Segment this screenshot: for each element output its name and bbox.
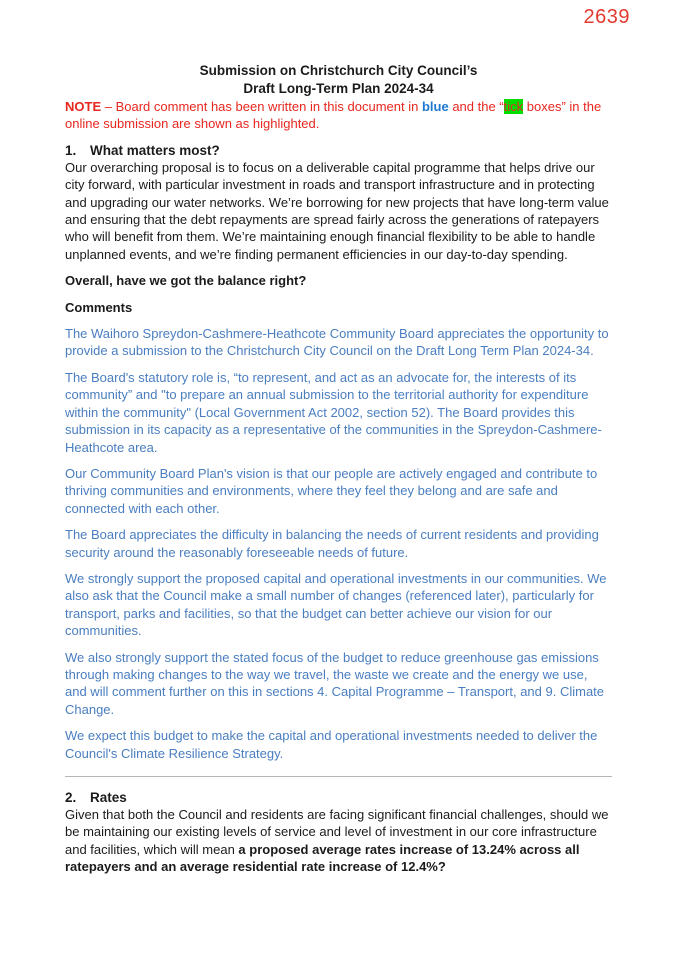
document-title bbox=[65, 62, 612, 98]
page-number: 2639 bbox=[583, 6, 630, 28]
text-segment-red-bold: NOTE bbox=[65, 99, 102, 114]
board-comment-paragraph: The Waihoro Spreydon-Cashmere-Heathcote Community Board appreciates the opportunity to provide a submission to the Christchurch City Council on the Draft Long Term Plan 2024-34. bbox=[65, 326, 609, 359]
text-segment-red-highlight: tick bbox=[503, 99, 524, 114]
section-1-heading bbox=[65, 142, 612, 159]
rates-question-paragraph bbox=[65, 806, 612, 876]
text-segment-blue-bold: blue bbox=[421, 99, 449, 114]
document-content bbox=[65, 0, 612, 885]
section-1-intro-paragraph: Our overarching proposal is to focus on a deliverable capital programme that helps drive our city forward, with particular investment in roads and transport infrastructure and in protecting and upgrading our water networks. We’re borrowing for new projects that have long-term value and ensuring that the debt repayments are spread fairly across the generations of ratepayers who will benefit from them. We’re maintaining enough financial flexibility to be able to handle unplanned events, and we’re finding permanent efficiencies in our day-to-day spending. bbox=[65, 159, 609, 262]
note-paragraph bbox=[65, 98, 612, 133]
document-title-line2: Draft Long-Term Plan 2024-34 bbox=[243, 81, 434, 96]
text-segment-bold: a proposed average rates increase of 13.24% across all ratepayers and an average residential rate increase of 12.4%? bbox=[65, 841, 580, 875]
section-2-heading-label: Rates bbox=[90, 790, 127, 805]
board-comment-paragraph: We expect this budget to make the capital and operational investments needed to deliver the Council's Climate Resilience Strategy. bbox=[65, 728, 598, 761]
document-title-line1: Submission on Christchurch City Council’s bbox=[199, 63, 478, 78]
section-1-heading-label: What matters most? bbox=[90, 142, 220, 158]
board-comment-paragraph: Our Community Board Plan's vision is that our people are actively engaged and contribute to thriving communities and environments, where they feel they belong and are safe and connected with each other. bbox=[65, 465, 598, 516]
comments-label: Comments bbox=[65, 299, 133, 315]
section-1-number: 1. bbox=[65, 142, 77, 158]
text-segment-red: – Board comment has been written in this document in bbox=[101, 99, 422, 114]
section-2-number: 2. bbox=[65, 790, 77, 805]
board-comment-paragraph: We strongly support the proposed capital and operational investments in our communities. We also ask that the Council make a small number of changes (referenced later), particularly for transport, parks and facilities, so that the budget can better achieve our vision for our communities. bbox=[65, 570, 607, 639]
board-comment-paragraph: The Board appreciates the difficulty in balancing the needs of current residents and providing security around the reasonably foreseeable needs of future. bbox=[65, 527, 599, 560]
section-2-heading bbox=[65, 789, 612, 806]
board-comment-paragraph: We also strongly support the stated focus of the budget to reduce greenhouse gas emissions through making changes to the way we travel, the waste we create and the energy we use, and will comment further on this in sections 4. Capital Programme – Transport, and 9. Climate Change. bbox=[65, 649, 605, 717]
section-divider bbox=[65, 776, 612, 777]
text-segment-normal: Given that both the Council and residents are facing significant financial challenges, should we be maintaining our existing levels of service and level of investment in our core infrastructure and facilities, which will mean bbox=[65, 807, 609, 857]
text-segment-red: and the “ bbox=[448, 99, 504, 114]
balance-question: Overall, have we got the balance right? bbox=[65, 273, 307, 289]
text-segment-red: boxes” in the online submission are shown as highlighted. bbox=[65, 99, 602, 132]
board-comment-paragraph: The Board's statutory role is, “to represent, and act as an advocate for, the interests of its community” and "to prepare an annual submission to the territorial authority for expenditure within the community" (Local Government Act 2002, section 52). The Board provides this submission in its capacity as a representative of the communities in the Spreydon-Cashmere-Heathcote area. bbox=[65, 369, 602, 455]
